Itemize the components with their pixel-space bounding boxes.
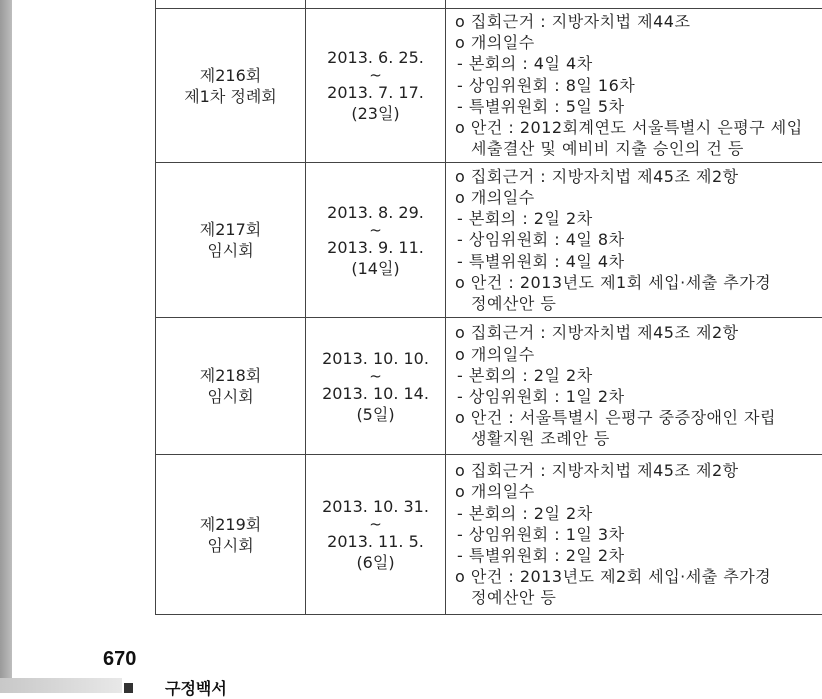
session-name-cell (156, 455, 306, 615)
council-sessions-table-container (155, 0, 822, 616)
detail-sub-item: - 특별위원회 : 4일 4차 (455, 251, 822, 272)
detail-item: o 집회근거 : 지방자치법 제44조 (455, 11, 822, 32)
detail-item: o 집회근거 : 지방자치법 제45조 제2항 (455, 460, 822, 481)
detail-sub-item: - 본회의 : 2일 2차 (455, 208, 822, 229)
date-separator: ~ (306, 68, 445, 82)
detail-sub-item: - 본회의 : 2일 2차 (455, 503, 822, 524)
session-number: 제217회 (156, 219, 305, 240)
table-body (156, 0, 822, 615)
footer-title: 구정백서 (165, 676, 227, 699)
detail-item: o 안건 : 2013년도 제2회 세입·세출 추가경 (455, 566, 822, 587)
table-header-stub-row (156, 0, 822, 9)
start-date: 2013. 8. 29. (306, 202, 445, 223)
detail-sub-item: - 본회의 : 2일 2차 (455, 365, 822, 386)
detail-sub-item: - 상임위원회 : 8일 16차 (455, 75, 822, 96)
session-number: 제216회 (156, 65, 305, 86)
detail-sub-item: - 본회의 : 4일 4차 (455, 53, 822, 74)
detail-sub-item: - 특별위원회 : 5일 5차 (455, 96, 822, 117)
session-row (156, 163, 822, 318)
header-stub-cell (306, 0, 446, 9)
duration-days: (23일) (306, 103, 445, 124)
detail-item: o 집회근거 : 지방자치법 제45조 제2항 (455, 322, 822, 343)
footer-bar (0, 678, 122, 693)
session-details-cell (446, 9, 822, 163)
session-period-cell (306, 455, 446, 615)
session-details-cell (446, 455, 822, 615)
session-row (156, 318, 822, 455)
duration-days: (14일) (306, 258, 445, 279)
session-name-cell (156, 163, 306, 318)
date-separator: ~ (306, 517, 445, 531)
start-date: 2013. 10. 31. (306, 496, 445, 517)
date-separator: ~ (306, 369, 445, 383)
header-stub-cell (156, 0, 306, 9)
detail-item: o 개의일수 (455, 187, 822, 208)
detail-continuation: 정예산안 등 (455, 587, 822, 608)
page-edge-shadow (0, 0, 12, 693)
detail-item: o 개의일수 (455, 344, 822, 365)
end-date: 2013. 10. 14. (306, 383, 445, 404)
page-number: 670 (103, 648, 136, 671)
header-stub-cell (446, 0, 822, 9)
detail-item: o 안건 : 2012회계연도 서울특별시 은평구 세입 (455, 117, 822, 138)
session-type: 임시회 (156, 240, 305, 261)
detail-item: o 집회근거 : 지방자치법 제45조 제2항 (455, 166, 822, 187)
council-sessions-table (155, 0, 822, 615)
detail-item: o 안건 : 서울특별시 은평구 중증장애인 자립 (455, 407, 822, 428)
end-date: 2013. 7. 17. (306, 82, 445, 103)
detail-item: o 안건 : 2013년도 제1회 세입·세출 추가경 (455, 272, 822, 293)
detail-sub-item: - 상임위원회 : 1일 3차 (455, 524, 822, 545)
session-type: 임시회 (156, 386, 305, 407)
session-row (156, 455, 822, 615)
detail-sub-item: - 특별위원회 : 2일 2차 (455, 545, 822, 566)
session-type: 임시회 (156, 535, 305, 556)
end-date: 2013. 9. 11. (306, 237, 445, 258)
session-row (156, 9, 822, 163)
footer-square-marker (124, 683, 133, 693)
detail-item: o 개의일수 (455, 481, 822, 502)
session-period-cell (306, 318, 446, 455)
session-number: 제219회 (156, 514, 305, 535)
session-number: 제218회 (156, 365, 305, 386)
start-date: 2013. 6. 25. (306, 47, 445, 68)
detail-item: o 개의일수 (455, 32, 822, 53)
detail-continuation: 세출결산 및 예비비 지출 승인의 건 등 (455, 138, 822, 159)
session-period-cell (306, 9, 446, 163)
duration-days: (5일) (306, 404, 445, 425)
start-date: 2013. 10. 10. (306, 348, 445, 369)
detail-sub-item: - 상임위원회 : 4일 8차 (455, 229, 822, 250)
session-period-cell (306, 163, 446, 318)
detail-sub-item: - 상임위원회 : 1일 2차 (455, 386, 822, 407)
date-separator: ~ (306, 223, 445, 237)
session-details-cell (446, 163, 822, 318)
detail-continuation: 생활지원 조례안 등 (455, 428, 822, 449)
session-name-cell (156, 318, 306, 455)
end-date: 2013. 11. 5. (306, 531, 445, 552)
duration-days: (6일) (306, 552, 445, 573)
detail-continuation: 정예산안 등 (455, 293, 822, 314)
session-name-cell (156, 9, 306, 163)
session-type: 제1차 정례회 (156, 86, 305, 107)
session-details-cell (446, 318, 822, 455)
